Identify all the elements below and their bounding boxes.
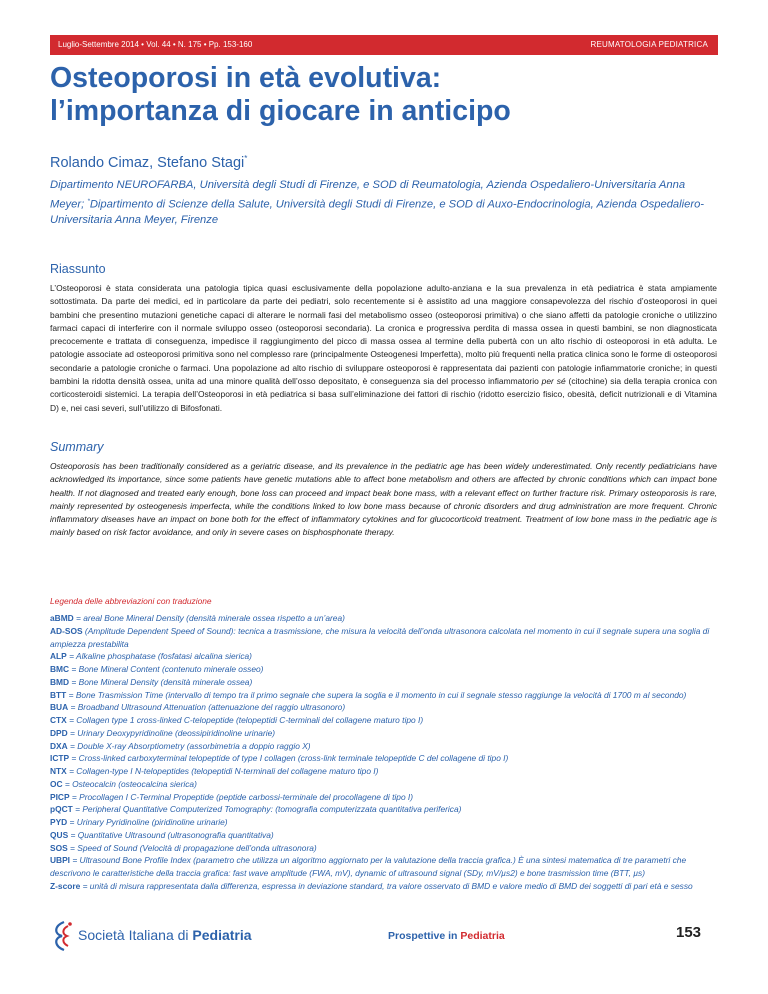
- affiliation-part-1: Dipartimento NEUROFARBA, Università degli Studi di Firenze, e SOD di Reumatologia, Azienda Ospedaliero-Universitaria Anna Meyer;: [50, 179, 686, 211]
- journal-name-plain: Prospettive in: [388, 930, 461, 942]
- legend-definition: = Alkaline phosphatase (fosfatasi alcalina sierica): [66, 651, 252, 662]
- legend-item: [50, 612, 718, 625]
- riassunto-text: [50, 282, 717, 415]
- legend-item: [50, 829, 718, 842]
- legend-item: [50, 816, 718, 829]
- legend-item: [50, 842, 718, 855]
- riassunto-text-a: L’Osteoporosi è stata considerata una patologia tipica quasi esclusivamente della popolazione adulto-anziana e la sua prevalenza in età pediatrica è stata ampiamente sottostimata. Da parte dei medici, ed in particolare da parte dei pediatri, solo recentemente si è assistito ad una maggiore consapevolezza del rischio d’osteoporosi in quei bambini che presentino mutazioni genetiche capaci di alterare le normali fasi del metabolismo osseo (osteoporosi primitiva) o che siano affetti da patologie croniche o utilizzino farmaci capaci di interferire con il normale sviluppo osseo (osteoporosi secondaria). La cronica e progressiva perdita di massa ossea in questi bambini, se non diagnosticata precocemente e trattata di conseguenza, impedisce il raggiungimento del picco di massa ossea al termine della pubertà con un alto rischio di osteoporosi in età adulta. Le patologie associate ad osteoporosi primitiva sono nel complesso rare (principalmente Osteogenesi Imperfetta), molto più frequenti nella pratica clinica sono le forme di osteoporosi secondarie a patologie croniche o farmaci. Una popolazione ad alto rischio di sviluppare osteoporosi è rappresentata dai pazienti con patologie infiammatorie croniche; in questi bambini la ridotta densità ossea, unita ad una minore qualità dell’osso depositato, è conseguenza sia del processo infiammatorio: [50, 283, 717, 387]
- legend-item: [50, 854, 718, 880]
- riassunto-text-b: (citochine) sia della terapia cronica con corticosteroidi sistemici. La terapia dell’Osteoporosi in età pediatrica si basa sull’eliminazione dei fattori di rischio (ridotto esercizio fisico, obesità, deficit nutrizionali e di Vitamina D) e, nei casi severi, sull’utilizzo di Bifosfonati.: [50, 376, 718, 413]
- affiliation-part-2: Dipartimento di Scienze della Salute, Università degli Studi di Firenze, e SOD di Auxo-Endocrinologia, Azienda Ospedaliero-Universitaria Anna Meyer, Firenze: [50, 198, 705, 226]
- legend-item: [50, 778, 718, 791]
- legend-abbreviation: Z-score: [50, 880, 81, 891]
- legend-definition: = Double X-ray Absorptiometry (assorbimetria a doppio raggio X): [67, 740, 311, 751]
- legend-abbreviation: BUA: [50, 702, 69, 713]
- affiliation: [50, 178, 720, 228]
- legend-item: [50, 625, 718, 651]
- legend-definition: = Osteocalcin (osteocalcina sierica): [62, 778, 197, 789]
- legend-definition: = Bone Mineral Content (contenuto minerale osseo): [69, 664, 264, 674]
- citation-line: Luglio-Settembre 2014 • Vol. 44 • N. 175 • Pp. 153-160: [58, 40, 253, 49]
- legend-definition: = Procollagen I C-Terminal Propeptide (peptide carbossi-terminale del procollagene di tipo I): [69, 791, 414, 802]
- legend-abbreviation: UBPI: [50, 855, 71, 866]
- legend-item: [50, 701, 718, 714]
- legend-definition: = Bone Mineral Density (densità minerale ossea): [69, 676, 253, 687]
- legend-definition: = Bone Trasmission Time (intervallo di tempo tra il primo segnale che supera la soglia e il momento in cui il segnale stesso raggiunge la velocità di 1700 m al secondo): [66, 689, 687, 700]
- legend-item: [50, 689, 718, 702]
- society-name-plain: Società Italiana di: [78, 927, 193, 943]
- legend-abbreviation: DXA: [50, 740, 68, 751]
- legend-abbreviation: OC: [50, 778, 63, 789]
- legend-definition: = Urinary Deoxypyridinoline (deossipiridinoline urinarie): [67, 727, 276, 738]
- riassunto-heading: Riassunto: [50, 262, 106, 276]
- legend-list: [50, 612, 718, 893]
- legend-abbreviation: DPD: [50, 727, 68, 738]
- legend-abbreviation: CTX: [50, 715, 67, 725]
- running-header: [50, 35, 718, 55]
- society-name-bold: Pediatria: [192, 927, 252, 943]
- authors: [50, 154, 247, 171]
- section-label: REUMATOLOGIA PEDIATRICA: [590, 40, 708, 49]
- legend-abbreviation: ALP: [50, 651, 67, 662]
- legend-definition: = Urinary Pyridinoline (piridinoline urinarie): [67, 817, 228, 827]
- legend-abbreviation: QUS: [50, 829, 69, 840]
- legend-item: [50, 791, 718, 804]
- legend-abbreviation: PYD: [50, 817, 68, 827]
- legend-item: [50, 765, 718, 778]
- title-line-1: Osteoporosi in età evolutiva:: [50, 62, 442, 94]
- legend-definition: = Broadband Ultrasound Attenuation (attenuazione del raggio ultrasonoro): [68, 702, 346, 713]
- summary-text: Osteoporosis has been traditionally considered as a geriatric disease, and its prevalence in the pediatric age has been widely underestimated. Only recently pediatricians have acknowledged its importance, since some patients have genetic mutations able to affect bone metabolism and others are affected by chronic conditions which can impact bone health. If not diagnosed and treated early enough, bone loss can proceed and impact beak bone mass, with a relevant effect on further fracture risk. Primary osteoporosis is rare, mainly represented by osteogenesis imperfecta, while the conditions linked to low bone mass because of chronic disorders and drug administration are more frequent. Chronic inflammatory diseases have an impact on bone both for the effect of inflammatory cytokines and for glucocorticoid treatment. Treatment of low bone mass in the pediatric age is mainly based on risk factor avoidance, and only in severe cases on bisphosphonate therapy.: [50, 461, 717, 538]
- legend-definition: = Cross-linked carboxyterminal telopeptide of type I collagen (cross-link terminale telopeptide C del collagene di tipo I): [69, 753, 509, 764]
- legend-item: [50, 727, 718, 740]
- sip-logo-icon: [50, 920, 74, 952]
- legend-item: [50, 714, 718, 727]
- legend-abbreviation: pQCT: [50, 804, 73, 815]
- title-line-2: l’importanza di giocare in anticipo: [50, 95, 511, 127]
- legend-item: [50, 880, 718, 893]
- riassunto-text-em: per sé: [541, 376, 566, 387]
- summary-heading: Summary: [50, 440, 104, 454]
- legend-abbreviation: BMD: [50, 676, 70, 687]
- legend-definition: = Quantitative Ultrasound (ultrasonografia quantitativa): [68, 829, 274, 840]
- legend-definition: = Ultrasound Bone Profile Index (parametro che utilizza un algoritmo aggiornato per la valutazione della traccia grafica.) È una sintesi matematica di tre parametri che descrivono le caratteristiche della traccia grafica: fast wave amplitude (FWA, mV), dynamic of ultrasound signal (SDy, mV/µs2) e bone trasmission time (BTT, µs): [50, 855, 687, 878]
- legend-definition: = Peripheral Quantitative Computerized Tomography: (tomografia computerizzata quantitativa periferica): [72, 804, 462, 815]
- legend-definition: = Speed of Sound (Velocità di propagazione dell’onda ultrasonora): [67, 842, 317, 853]
- legend-abbreviation: BTT: [50, 689, 67, 700]
- page-number: 153: [676, 924, 702, 941]
- legend-abbreviation: aBMD: [50, 613, 74, 623]
- legend-item: [50, 663, 718, 676]
- legend-item: [50, 650, 718, 663]
- legend-item: [50, 803, 718, 816]
- author-mark: *: [244, 154, 248, 163]
- abbreviations-legend: [50, 596, 718, 893]
- journal-name: [388, 930, 505, 942]
- legend-item: [50, 676, 718, 689]
- legend-abbreviation: AD-SOS: [50, 625, 83, 636]
- legend-abbreviation: BMC: [50, 664, 70, 674]
- legend-abbreviation: PICP: [50, 791, 70, 802]
- legend-abbreviation: SOS: [50, 842, 68, 853]
- society-logo: [50, 920, 250, 950]
- article-title: [50, 62, 710, 128]
- legend-abbreviation: NTX: [50, 766, 67, 776]
- legend-item: [50, 740, 718, 753]
- legend-abbreviation: ICTP: [50, 753, 70, 764]
- society-name: [78, 927, 252, 943]
- legend-definition: (Amplitude Dependent Speed of Sound): tecnica a trasmissione, che misura la velocità dell’onda ultrasonora calcolata nel momento in cui il segnale supera una soglia di ampiezza prestabilita: [50, 625, 710, 649]
- author-names: Rolando Cimaz, Stefano Stagi: [50, 154, 245, 171]
- journal-name-accent: Pediatria: [460, 930, 505, 942]
- legend-title: Legenda delle abbreviazioni con traduzione: [50, 596, 212, 606]
- legend-item: [50, 752, 718, 765]
- legend-definition: = Collagen type 1 cross-linked C-telopeptide (telopeptidi C-terminali del collagene maturo tipo I): [66, 715, 424, 725]
- legend-definition: = unità di misura rappresentata dalla differenza, espressa in deviazione standard, tra valore osservato di BMD e valore medio di BMD dei soggetti di pari età e sesso: [80, 880, 693, 891]
- legend-definition: = Collagen-type I N-telopeptides (telopeptidi N-terminali del collagene maturo tipo I): [66, 766, 379, 776]
- affiliation-mark: *: [87, 197, 90, 205]
- legend-definition: = areal Bone Mineral Density (densità minerale ossea rispetto a un’area): [73, 613, 345, 623]
